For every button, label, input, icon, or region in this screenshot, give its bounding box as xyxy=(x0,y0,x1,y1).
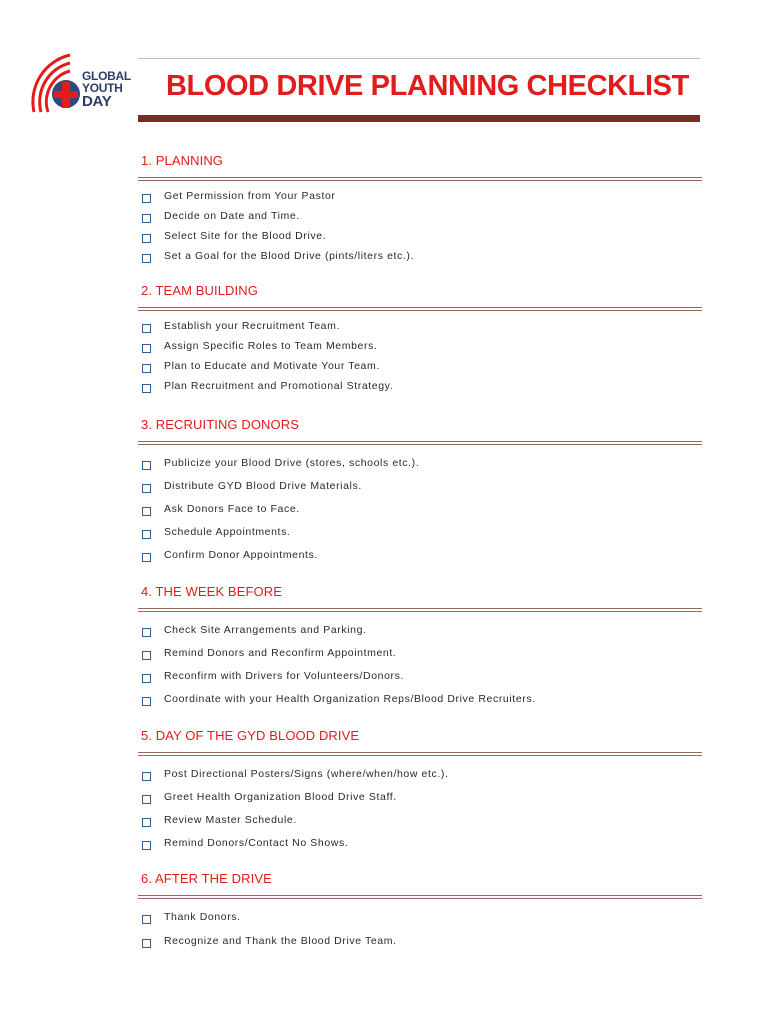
item-label: Remind Donors and Reconfirm Appointment. xyxy=(164,647,397,659)
item-label: Check Site Arrangements and Parking. xyxy=(164,624,367,636)
checklist-item xyxy=(138,910,702,934)
checklist-item xyxy=(138,209,702,229)
item-label: Coordinate with your Health Organization Reps/Blood Drive Recruiters. xyxy=(164,693,536,705)
checkbox[interactable] xyxy=(142,324,151,333)
item-label: Assign Specific Roles to Team Members. xyxy=(164,340,378,352)
checkbox[interactable] xyxy=(142,344,151,353)
checklist-item xyxy=(138,548,702,571)
item-label: Confirm Donor Appointments. xyxy=(164,549,318,561)
checkbox[interactable] xyxy=(142,674,151,683)
section-heading: 4. THE WEEK BEFORE xyxy=(141,584,282,599)
checklist xyxy=(138,623,702,715)
checklist xyxy=(138,910,702,958)
item-label: Review Master Schedule. xyxy=(164,814,297,826)
checklist-item xyxy=(138,319,702,339)
section-rule xyxy=(138,177,702,181)
item-label: Establish your Recruitment Team. xyxy=(164,320,340,332)
checklist-item xyxy=(138,502,702,525)
checklist-item xyxy=(138,669,702,692)
checklist-item xyxy=(138,790,702,813)
item-label: Set a Goal for the Blood Drive (pints/liters etc.). xyxy=(164,250,415,262)
item-label: Remind Donors/Contact No Shows. xyxy=(164,837,349,849)
section-rule xyxy=(138,895,702,899)
section-after-the-drive xyxy=(138,871,702,958)
page-title: BLOOD DRIVE PLANNING CHECKLIST xyxy=(166,70,689,102)
checklist xyxy=(138,189,702,269)
checkbox[interactable] xyxy=(142,214,151,223)
checkbox[interactable] xyxy=(142,553,151,562)
checkbox[interactable] xyxy=(142,651,151,660)
checklist-item xyxy=(138,692,702,715)
item-label: Plan to Educate and Motivate Your Team. xyxy=(164,360,380,372)
title-top-rule xyxy=(138,58,700,59)
checklist-item xyxy=(138,623,702,646)
checkbox[interactable] xyxy=(142,484,151,493)
checklist-item xyxy=(138,456,702,479)
checklist-item xyxy=(138,934,702,958)
section-heading: 5. DAY OF THE GYD BLOOD DRIVE xyxy=(141,728,360,743)
item-label: Plan Recruitment and Promotional Strategy. xyxy=(164,380,394,392)
checkbox[interactable] xyxy=(142,384,151,393)
section-rule xyxy=(138,752,702,756)
checkbox[interactable] xyxy=(142,772,151,781)
checklist-item xyxy=(138,813,702,836)
section-heading: 1. PLANNING xyxy=(141,153,224,168)
checklist-item xyxy=(138,479,702,502)
checklist-item xyxy=(138,339,702,359)
title-underline-bar xyxy=(138,115,700,122)
checklist-item xyxy=(138,189,702,209)
checkbox[interactable] xyxy=(142,841,151,850)
checkbox[interactable] xyxy=(142,507,151,516)
item-label: Publicize your Blood Drive (stores, schools etc.). xyxy=(164,457,420,469)
checkbox[interactable] xyxy=(142,530,151,539)
checklist-item xyxy=(138,836,702,859)
item-label: Get Permission from Your Pastor xyxy=(164,190,336,202)
checkbox[interactable] xyxy=(142,254,151,263)
section-heading: 2. TEAM BUILDING xyxy=(141,283,258,298)
item-label: Recognize and Thank the Blood Drive Team. xyxy=(164,935,397,947)
section-rule xyxy=(138,307,702,311)
item-label: Distribute GYD Blood Drive Materials. xyxy=(164,480,362,492)
logo-line-2: YOUTH xyxy=(82,81,123,95)
item-label: Post Directional Posters/Signs (where/when/how etc.). xyxy=(164,768,449,780)
item-label: Thank Donors. xyxy=(164,911,241,923)
item-label: Decide on Date and Time. xyxy=(164,210,300,222)
checkbox[interactable] xyxy=(142,461,151,470)
checklist-item xyxy=(138,646,702,669)
item-label: Schedule Appointments. xyxy=(164,526,291,538)
checklist xyxy=(138,767,702,859)
checkbox[interactable] xyxy=(142,818,151,827)
checklist-item xyxy=(138,249,702,269)
item-label: Greet Health Organization Blood Drive Staff. xyxy=(164,791,397,803)
checklist xyxy=(138,319,702,399)
checkbox[interactable] xyxy=(142,697,151,706)
item-label: Reconfirm with Drivers for Volunteers/Donors. xyxy=(164,670,404,682)
section-rule xyxy=(138,441,702,445)
section-day-of-drive xyxy=(138,728,702,859)
logo-line-1: GLOBAL xyxy=(82,69,131,83)
checkbox[interactable] xyxy=(142,915,151,924)
checkbox[interactable] xyxy=(142,194,151,203)
checkbox[interactable] xyxy=(142,939,151,948)
section-the-week-before xyxy=(138,584,702,715)
checkbox[interactable] xyxy=(142,795,151,804)
checklist-item xyxy=(138,359,702,379)
section-heading: 6. AFTER THE DRIVE xyxy=(141,871,272,886)
section-recruiting-donors xyxy=(138,417,702,571)
checklist-item xyxy=(138,229,702,249)
section-heading: 3. RECRUITING DONORS xyxy=(141,417,300,432)
item-label: Ask Donors Face to Face. xyxy=(164,503,300,515)
checkbox[interactable] xyxy=(142,234,151,243)
checklist-item xyxy=(138,525,702,548)
section-team-building xyxy=(138,283,702,399)
item-label: Select Site for the Blood Drive. xyxy=(164,230,327,242)
section-rule xyxy=(138,608,702,612)
checklist xyxy=(138,456,702,571)
checkbox[interactable] xyxy=(142,628,151,637)
checklist-item xyxy=(138,767,702,790)
checkbox[interactable] xyxy=(142,364,151,373)
checklist-item xyxy=(138,379,702,399)
section-planning xyxy=(138,153,702,269)
logo-text xyxy=(82,70,142,109)
logo-line-3: DAY xyxy=(82,93,112,110)
